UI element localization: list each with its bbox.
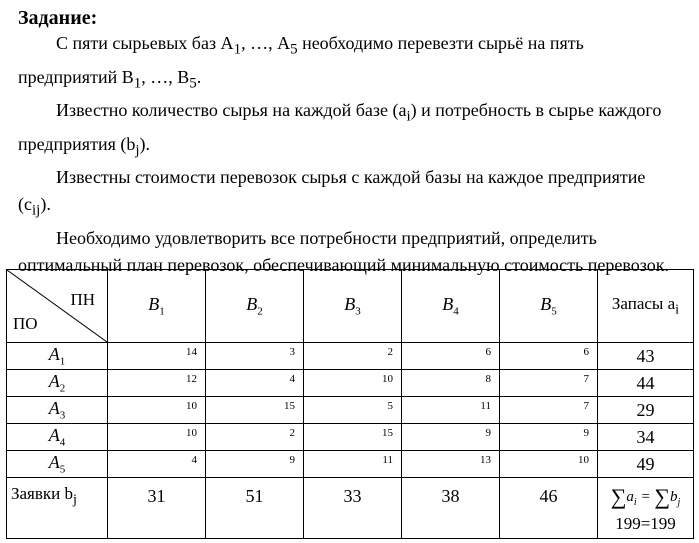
cost-value: 15 [382, 427, 393, 439]
cost-cell [206, 370, 304, 397]
stock-header [598, 270, 694, 343]
cost-value: 10 [382, 373, 393, 385]
row-index: 2 [59, 382, 66, 395]
cost-cell [402, 451, 500, 478]
cost-value: 13 [480, 454, 491, 466]
cost-value: 8 [485, 373, 491, 385]
subscript: i [406, 108, 411, 125]
demand-label-index: j [73, 491, 77, 508]
sum-sign: ∑ [610, 484, 627, 509]
transport-table [6, 269, 694, 539]
row-letter: A [48, 398, 60, 419]
header-letter: B [148, 294, 160, 315]
stock-header-text: Запасы a [611, 293, 676, 313]
cost-cell [402, 343, 500, 370]
cost-cell [304, 343, 402, 370]
demand-cell [206, 478, 304, 539]
cost-value: 14 [186, 346, 197, 358]
balance-cell [598, 478, 694, 539]
table-row [7, 343, 694, 370]
text-run: Необходимо удовлетворить все потребности предприятий, определить оптимальный план перевозок, обеспечивающий минимальную стоимость перевозок. [18, 227, 669, 275]
supply-index: i [633, 497, 637, 508]
stock-cell: 43 [598, 343, 694, 370]
table-row [7, 451, 694, 478]
column-header-b3 [304, 270, 402, 343]
cost-cell [402, 424, 500, 451]
cost-cell [500, 370, 598, 397]
paragraph-quantities [18, 97, 678, 164]
row-index: 3 [59, 409, 66, 422]
row-index: 1 [59, 355, 66, 368]
subscript: 5 [189, 75, 197, 92]
cost-cell [304, 370, 402, 397]
text-run: Известны стоимости перевозок сырья с каждой базы на каждое предприятие (c [18, 167, 646, 215]
cost-cell [304, 424, 402, 451]
demand-cell [304, 478, 402, 539]
subscript: 1 [133, 75, 142, 92]
text-run: , …, В [141, 66, 190, 87]
cost-value: 11 [480, 400, 491, 412]
column-header-b1 [108, 270, 206, 343]
text-run: ). [40, 194, 51, 215]
cost-cell [108, 343, 206, 370]
row-header-a4 [7, 424, 108, 451]
demand-row [7, 478, 694, 539]
table-row [7, 397, 694, 424]
header-index: 1 [159, 305, 165, 318]
cost-value: 6 [583, 346, 589, 358]
cost-value: 5 [387, 400, 393, 412]
header-index: 5 [551, 305, 557, 318]
task-heading: Задание: [18, 7, 98, 29]
demand-value: 31 [147, 486, 166, 506]
cost-cell [206, 397, 304, 424]
cost-value: 9 [289, 454, 295, 466]
cost-value: 11 [382, 454, 393, 466]
paragraph-bases [18, 30, 678, 97]
demand-var: b [670, 489, 678, 505]
cost-cell [304, 397, 402, 424]
cost-value: 4 [289, 373, 295, 385]
suppliers-label: ПО [13, 314, 38, 333]
cost-value: 3 [289, 346, 295, 358]
row-header-a1 [7, 343, 108, 370]
cost-value: 12 [186, 373, 197, 385]
stock-cell: 44 [598, 370, 694, 397]
header-letter: B [246, 294, 258, 315]
demand-cell [402, 478, 500, 539]
cost-value: 6 [485, 346, 491, 358]
subscript: j [135, 142, 140, 159]
row-letter: A [48, 425, 60, 446]
cost-cell [108, 370, 206, 397]
demand-label-word: Заявки b [11, 484, 74, 503]
balance-formula [598, 478, 693, 510]
header-letter: B [540, 294, 552, 315]
cost-value: 10 [186, 400, 197, 412]
cost-cell [402, 397, 500, 424]
cost-cell [206, 451, 304, 478]
header-letter: B [344, 294, 356, 315]
text-run: , …, А [241, 33, 291, 53]
column-header-b2 [206, 270, 304, 343]
text-run: . [196, 66, 202, 87]
cost-value: 15 [284, 400, 295, 412]
subscript: 1 [233, 41, 242, 58]
column-header-b5 [500, 270, 598, 343]
cost-value: 7 [583, 373, 589, 385]
balance-totals: 199=199 [615, 514, 676, 533]
header-index: 4 [453, 305, 459, 318]
stock-cell: 49 [598, 451, 694, 478]
text-run: ). [139, 133, 151, 154]
demand-value: 38 [441, 486, 460, 506]
text-run: ) и потребность в сырье каждого предприятия (b [18, 100, 662, 154]
cost-cell [402, 370, 500, 397]
cost-cell [500, 397, 598, 424]
demand-cell [500, 478, 598, 539]
row-letter: A [48, 371, 60, 392]
task-text [18, 6, 678, 279]
demand-value: 51 [245, 486, 264, 506]
cost-cell [500, 451, 598, 478]
demand-label-text [11, 478, 107, 508]
stock-cell: 29 [598, 397, 694, 424]
header-index: 3 [355, 305, 361, 318]
demand-index: j [677, 497, 681, 508]
header-index: 2 [257, 305, 263, 318]
cost-value: 10 [578, 454, 589, 466]
cost-value: 7 [583, 400, 589, 412]
cost-value: 4 [191, 454, 197, 466]
sum-sign: ∑ [654, 484, 670, 509]
demand-value: 33 [343, 486, 362, 506]
row-letter: A [48, 452, 60, 473]
row-index: 4 [59, 436, 66, 449]
text-run: С пяти сырьевых баз А [56, 33, 234, 53]
demand-cell [108, 478, 206, 539]
cost-value: 2 [387, 346, 393, 358]
table-row [7, 424, 694, 451]
cost-cell [304, 451, 402, 478]
cost-value: 10 [186, 427, 197, 439]
consumers-label: ПН [70, 290, 95, 309]
row-header-a5 [7, 451, 108, 478]
row-header-a3 [7, 397, 108, 424]
stock-header-index: i [675, 301, 680, 318]
subscript: 5 [290, 41, 298, 58]
corner-cell [7, 270, 108, 343]
cost-cell [108, 397, 206, 424]
row-index: 5 [59, 463, 66, 476]
paragraph-costs [18, 164, 678, 225]
table-row [7, 370, 694, 397]
equals-sign: = [636, 489, 655, 505]
cost-cell [206, 343, 304, 370]
cost-cell [108, 451, 206, 478]
cost-cell [500, 424, 598, 451]
cost-value: 9 [485, 427, 491, 439]
cost-value: 9 [583, 427, 589, 439]
cost-value: 2 [289, 427, 295, 439]
row-header-a2 [7, 370, 108, 397]
text-run: Известно количество сырья на каждой базе (a [56, 100, 407, 121]
text-run: необходимо перевезти сырьё на пять предприятий В [18, 33, 584, 87]
demand-value: 46 [539, 486, 558, 506]
row-letter: A [48, 344, 60, 365]
cost-cell [206, 424, 304, 451]
cost-cell [108, 424, 206, 451]
column-header-b4 [402, 270, 500, 343]
stock-cell: 34 [598, 424, 694, 451]
header-letter: B [442, 294, 454, 315]
header-row [7, 270, 694, 343]
subscript: ij [31, 202, 41, 219]
cost-cell [500, 343, 598, 370]
supply-var: a [626, 489, 634, 505]
demand-label [7, 478, 108, 539]
